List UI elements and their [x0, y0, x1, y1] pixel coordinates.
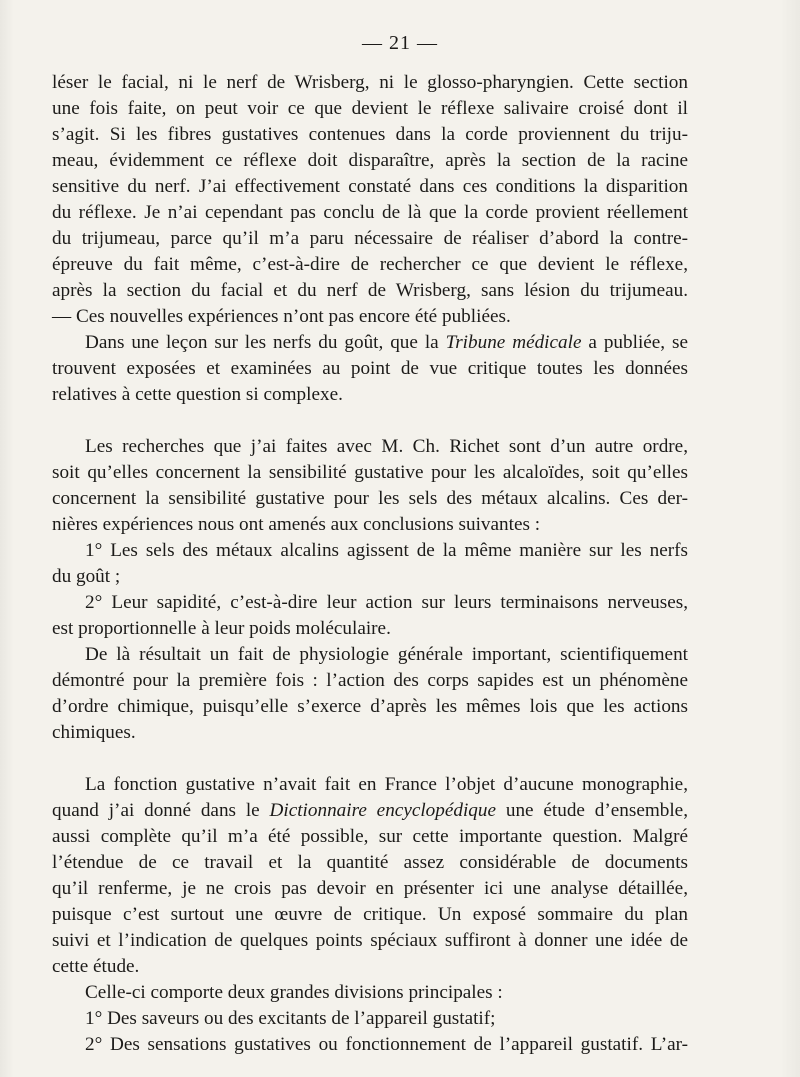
list-item — [52, 538, 688, 590]
paragraph-gap — [52, 408, 688, 434]
text-line: est proportionnelle à leur poids moléculaire. — [52, 618, 391, 639]
text-line: nières expériences nous ont amenés aux conclusions suivantes : — [52, 514, 541, 535]
text-line: épreuve du fait même, c’est-à-dire de rechercher ce que devient le réflexe, — [52, 254, 688, 275]
text-line: — Ces nouvelles expériences n’ont pas encore été publiées. — [52, 306, 511, 327]
text-line: l’étendue de ce travail et la quantité assez considérable de documents — [52, 852, 688, 873]
text-line: 2° Leur sapidité, c’est-à-dire leur action sur leurs terminaisons nerveuses, — [85, 592, 688, 613]
text-line: du trijumeau, parce qu’il m’a paru nécessaire de réaliser d’abord la contre- — [52, 228, 688, 249]
text-line: 1° Les sels des métaux alcalins agissent de la même manière sur les nerfs — [85, 540, 688, 561]
paragraph — [52, 70, 688, 330]
text-line — [52, 330, 688, 356]
paragraph — [52, 980, 688, 1006]
text-line: La fonction gustative n’avait fait en France l’objet d’aucune monographie, — [85, 774, 688, 795]
text-run: a publiée, se — [581, 332, 688, 353]
text-line: cette étude. — [52, 956, 140, 977]
text-line: chimiques. — [52, 722, 136, 743]
text-body — [52, 70, 688, 1058]
text-line: s’agit. Si les fibres gustatives contenues dans la corde proviennent du triju- — [52, 124, 688, 145]
paragraph — [52, 772, 688, 980]
text-line: Celle-ci comporte deux grandes divisions principales : — [85, 982, 503, 1003]
text-line: qu’il renferme, je ne crois pas devoir en présenter ici une analyse détaillée, — [52, 878, 688, 899]
text-line: relatives à cette question si complexe. — [52, 384, 343, 405]
text-line: aussi complète qu’il m’a été possible, sur cette importante question. Malgré — [52, 826, 688, 847]
text-line: puisque c’est surtout une œuvre de critique. Un exposé sommaire du plan — [52, 904, 688, 925]
text-line: démontré pour la première fois : l’action des corps sapides est un phénomène — [52, 670, 688, 691]
text-line: De là résultait un fait de physiologie générale important, scientifiquement — [85, 644, 688, 665]
text-run: Dans une leçon sur les nerfs du goût, que la — [85, 332, 446, 353]
text-line: suivi et l’indication de quelques points spéciaux suffiront à donner une idée de — [52, 930, 688, 951]
journal-title: Tribune médicale — [445, 332, 582, 353]
paragraph — [52, 434, 688, 538]
text-line: 1° Des saveurs ou des excitants de l’appareil gustatif; — [85, 1008, 496, 1029]
paragraph — [52, 330, 688, 408]
text-line: meau, évidemment ce réflexe doit disparaître, après la section de la racine — [52, 150, 688, 171]
text-line: 2° Des sensations gustatives ou fonctionnement de l’appareil gustatif. L’ar- — [85, 1034, 688, 1055]
text-run: quand j’ai donné dans le — [52, 800, 270, 821]
text-line: concernent la sensibilité gustative pour les sels des métaux alcalins. Ces der- — [52, 488, 688, 509]
text-line — [52, 798, 688, 824]
paragraph-gap — [52, 746, 688, 772]
text-line: du goût ; — [52, 566, 121, 587]
text-line: trouvent exposées et examinées au point de vue critique toutes les données — [52, 358, 688, 379]
list-item — [52, 590, 688, 642]
page-number: — 21 — — [362, 32, 438, 54]
text-line: léser le facial, ni le nerf de Wrisberg, ni le glosso-pharyngien. Cette section — [52, 72, 688, 93]
text-line: soit qu’elles concernent la sensibilité gustative pour les alcaloïdes, soit qu’elles — [52, 462, 688, 483]
text-run: une étude d’ensemble, — [496, 800, 688, 821]
paragraph — [52, 642, 688, 746]
list-item — [52, 1032, 688, 1058]
text-line: une fois faite, on peut voir ce que devient le réflexe salivaire croisé dont il — [52, 98, 688, 119]
list-item — [52, 1006, 688, 1032]
text-line: après la section du facial et du nerf de Wrisberg, sans lésion du trijumeau. — [52, 280, 688, 301]
book-title: Dictionnaire encyclopédique — [269, 800, 497, 821]
text-line: d’ordre chimique, puisqu’elle s’exerce d’après les mêmes lois que les actions — [52, 696, 688, 717]
text-line: du réflexe. Je n’ai cependant pas conclu de là que la corde provient réellement — [52, 202, 688, 223]
text-line: Les recherches que j’ai faites avec M. Ch. Richet sont d’un autre ordre, — [85, 436, 688, 457]
text-line: sensitive du nerf. J’ai effectivement constaté dans ces conditions la disparition — [52, 176, 688, 197]
